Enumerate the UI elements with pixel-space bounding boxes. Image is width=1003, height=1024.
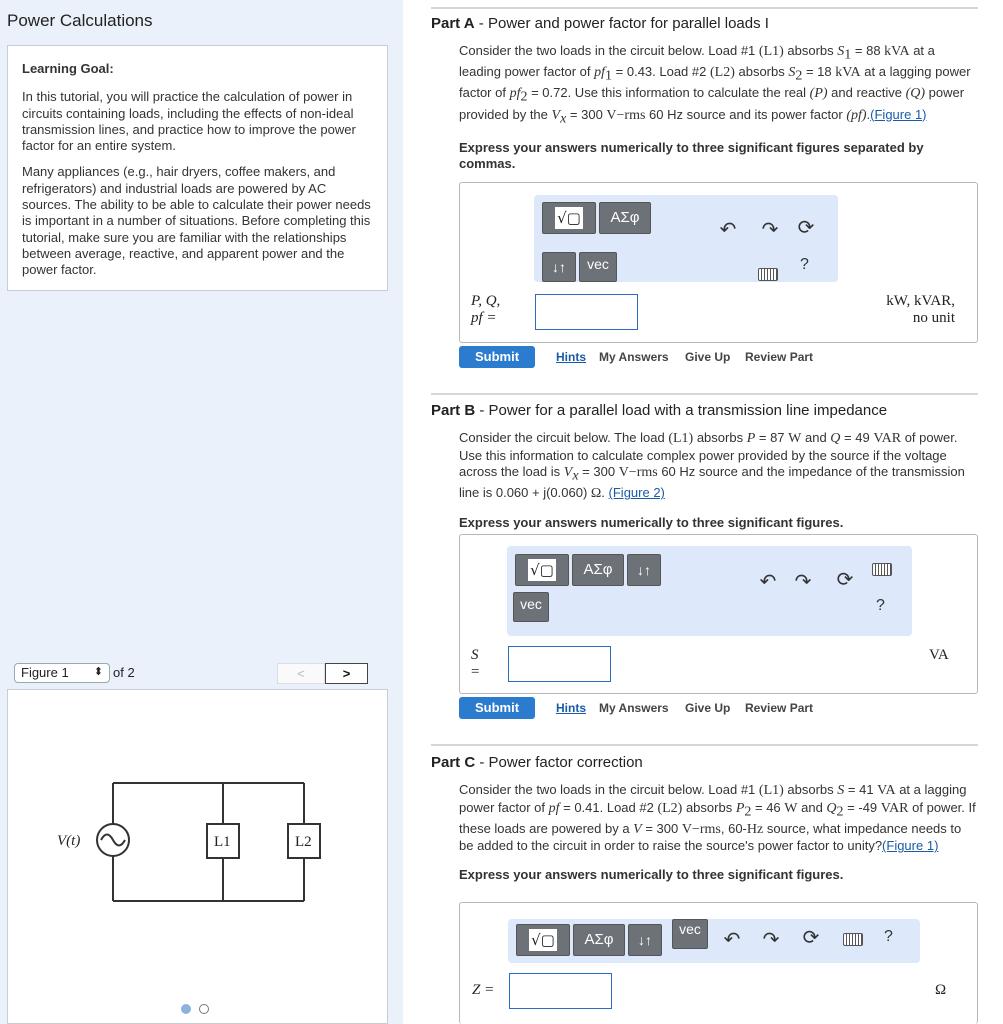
part-a-review-part-link[interactable]: Review Part <box>745 350 814 364</box>
select-arrows-icon: ⬍ <box>93 666 103 678</box>
part-b-actions <box>459 697 978 719</box>
keyboard-icon[interactable] <box>872 563 892 576</box>
part-a-answer-box <box>459 182 978 343</box>
keyboard-icon[interactable] <box>843 933 863 946</box>
part-a-instruction: Express your answers numerically to three significant figures separated by commas. <box>459 139 924 172</box>
part-c-answer-label: Z = <box>472 982 495 998</box>
part-c-toolbar <box>508 919 920 963</box>
part-c-units: Ω <box>935 982 947 998</box>
part-a-toolbar <box>534 195 838 282</box>
help-button[interactable]: ? <box>884 928 893 945</box>
part-b-instruction: Express your answers numerically to three significant figures. <box>459 514 844 530</box>
part-b-units: VA <box>929 647 949 663</box>
part-b-answer-box <box>459 534 978 694</box>
redo-icon[interactable]: ↷ <box>794 571 812 593</box>
right-panel <box>418 0 1003 1024</box>
redo-icon[interactable]: ↷ <box>761 219 779 241</box>
part-a-answer-label: P, Q, pf = <box>471 293 501 326</box>
vector-button[interactable]: vec <box>513 592 549 622</box>
part-b-hints-link[interactable]: Hints <box>556 701 586 715</box>
figure-navigation <box>7 659 388 689</box>
part-c-answer-input[interactable] <box>509 973 612 1009</box>
greek-symbols-button[interactable]: ΑΣφ <box>573 924 625 956</box>
redo-icon[interactable]: ↷ <box>762 929 780 951</box>
part-b-title: Part B - Power for a parallel load with a transmission line impedance <box>431 402 888 419</box>
help-button[interactable]: ? <box>800 256 809 273</box>
reset-icon[interactable]: ⟳ <box>797 217 815 239</box>
part-c-instruction: Express your answers numerically to three significant figures. <box>459 866 844 882</box>
figure-dot-2[interactable] <box>199 1004 209 1014</box>
load-l2-label: L2 <box>295 834 312 850</box>
part-a-divider <box>431 7 978 9</box>
part-b-divider <box>431 393 978 395</box>
part-b-answer-input[interactable] <box>508 646 611 682</box>
part-a-submit-button[interactable]: Submit <box>459 346 535 368</box>
part-a-give-up-link[interactable]: Give Up <box>685 350 731 364</box>
sine-wave <box>101 835 125 846</box>
previous-figure-button[interactable]: < <box>277 663 325 684</box>
figure-dot-1[interactable] <box>181 1004 191 1014</box>
reset-icon[interactable]: ⟳ <box>802 927 820 949</box>
learning-goal-heading: Learning Goal: <box>22 61 114 76</box>
templates-button[interactable]: √▢ <box>542 202 596 234</box>
source-label: V(t) <box>57 833 81 849</box>
part-b-figure-link[interactable]: (Figure 2) <box>608 485 665 501</box>
learning-goal-box <box>7 45 388 291</box>
part-a <box>431 15 978 173</box>
figure-select[interactable] <box>14 663 110 683</box>
part-c-title: Part C - Power factor correction <box>431 754 643 771</box>
circuit-diagram <box>8 690 389 990</box>
help-button[interactable]: ? <box>876 597 885 614</box>
learning-goal-paragraph-2: Many appliances (e.g., hair dryers, coffee makers, and refrigerators) and industrial loads are powered by AC sources. The ability to be able to calculate their power needs is important in a number of situations. Before completing this tutorial, make sure you are familiar with the relationships between average, reactive, and apparent power and the power factor. <box>22 164 371 278</box>
part-c <box>431 754 978 884</box>
part-a-actions <box>459 346 978 368</box>
figure-panel <box>7 689 388 1024</box>
vector-button[interactable]: vec <box>579 252 617 282</box>
greek-symbols-button[interactable]: ΑΣφ <box>572 554 624 586</box>
undo-icon[interactable]: ↶ <box>719 219 737 241</box>
part-a-title: Part A - Power and power factor for parallel loads I <box>431 15 769 32</box>
load-l1-label: L1 <box>214 834 231 850</box>
part-a-hints-link[interactable]: Hints <box>556 350 586 364</box>
undo-icon[interactable]: ↶ <box>723 929 741 951</box>
subscript-superscript-button[interactable]: ↓↑ <box>542 252 576 282</box>
part-a-figure-link[interactable]: (Figure 1) <box>870 106 927 122</box>
part-c-answer-box <box>459 902 978 1024</box>
next-figure-button[interactable]: > <box>325 663 368 684</box>
undo-icon[interactable]: ↶ <box>759 571 777 593</box>
figure-count: of 2 <box>113 665 135 680</box>
vector-button[interactable]: vec <box>672 919 708 949</box>
part-c-figure-link[interactable]: (Figure 1) <box>882 838 939 854</box>
subscript-superscript-button[interactable]: ↓↑ <box>628 924 662 956</box>
part-a-question: Consider the two loads in the circuit below. Load #1 (L1) absorbs $S_1 = 88$ kVA at a leading power factor of $pf_1 = 0.43$. Load #2 (L2) absorbs $S_2 = 18$ kVA at a lagging power factor of $pf_2 = 0.72$. Use this information to calculate the real (P) and reactive (Q) power provided by the $V_x = 300$ V−rms 60 Hz source and its power factor (pf).(Figure 1) Express your answers numerically to three significant figures separated by commas. <box>459 43 978 173</box>
keyboard-icon[interactable] <box>758 268 778 281</box>
part-c-divider <box>431 744 978 746</box>
part-a-my-answers-link[interactable]: My Answers <box>599 350 669 364</box>
templates-button[interactable]: √▢ <box>516 924 570 956</box>
part-b-submit-button[interactable]: Submit <box>459 697 535 719</box>
greek-symbols-button[interactable]: ΑΣφ <box>599 202 651 234</box>
part-b-my-answers-link[interactable]: My Answers <box>599 701 669 715</box>
part-b <box>431 402 978 532</box>
templates-button[interactable]: √▢ <box>515 554 569 586</box>
learning-goal-paragraph-1: In this tutorial, you will practice the calculation of power in circuits containing loads, including the effects of non-ideal transmission lines, and practice how to improve the power factor for an entire system. <box>22 89 356 154</box>
part-b-answer-label: S = <box>471 647 480 680</box>
left-panel <box>0 0 403 1024</box>
page-title: Power Calculations <box>7 11 153 30</box>
part-c-question: Consider the two loads in the circuit below. Load #1 (L1) absorbs S = 41 VA at a lagging power factor of pf = 0.41. Load #2 (L2) absorbs $P_2 = 46$ W and $Q_2 = -49$ VAR of power. If these loads are powered by a V = 300 V−rms, 60-Hz source, what impedance needs to be added to the circuit in order to raise the source's power factor to unity?(Figure 1) Express your answers numerically to three significant figures. <box>459 782 978 884</box>
figure-select-value: Figure 1 <box>21 665 69 680</box>
figure-dots <box>181 1001 213 1019</box>
part-a-answer-input[interactable] <box>535 294 638 330</box>
part-b-give-up-link[interactable]: Give Up <box>685 701 731 715</box>
reset-icon[interactable]: ⟳ <box>836 569 854 591</box>
part-b-toolbar <box>507 546 912 636</box>
subscript-superscript-button[interactable]: ↓↑ <box>627 554 661 586</box>
part-a-units: kW, kVAR, no unit <box>886 293 955 326</box>
part-b-review-part-link[interactable]: Review Part <box>745 701 814 715</box>
part-b-question: Consider the circuit below. The load (L1) absorbs P = 87 W and Q = 49 VAR of power. Use this information to calculate complex power provided by the source if the voltage across the load is $V_x = 300$ V−rms 60 Hz source and the impedance of the transmission line is 0.060 + j(0.060) Ω. (Figure 2) Express your answers numerically to three significant figures. <box>459 430 978 532</box>
